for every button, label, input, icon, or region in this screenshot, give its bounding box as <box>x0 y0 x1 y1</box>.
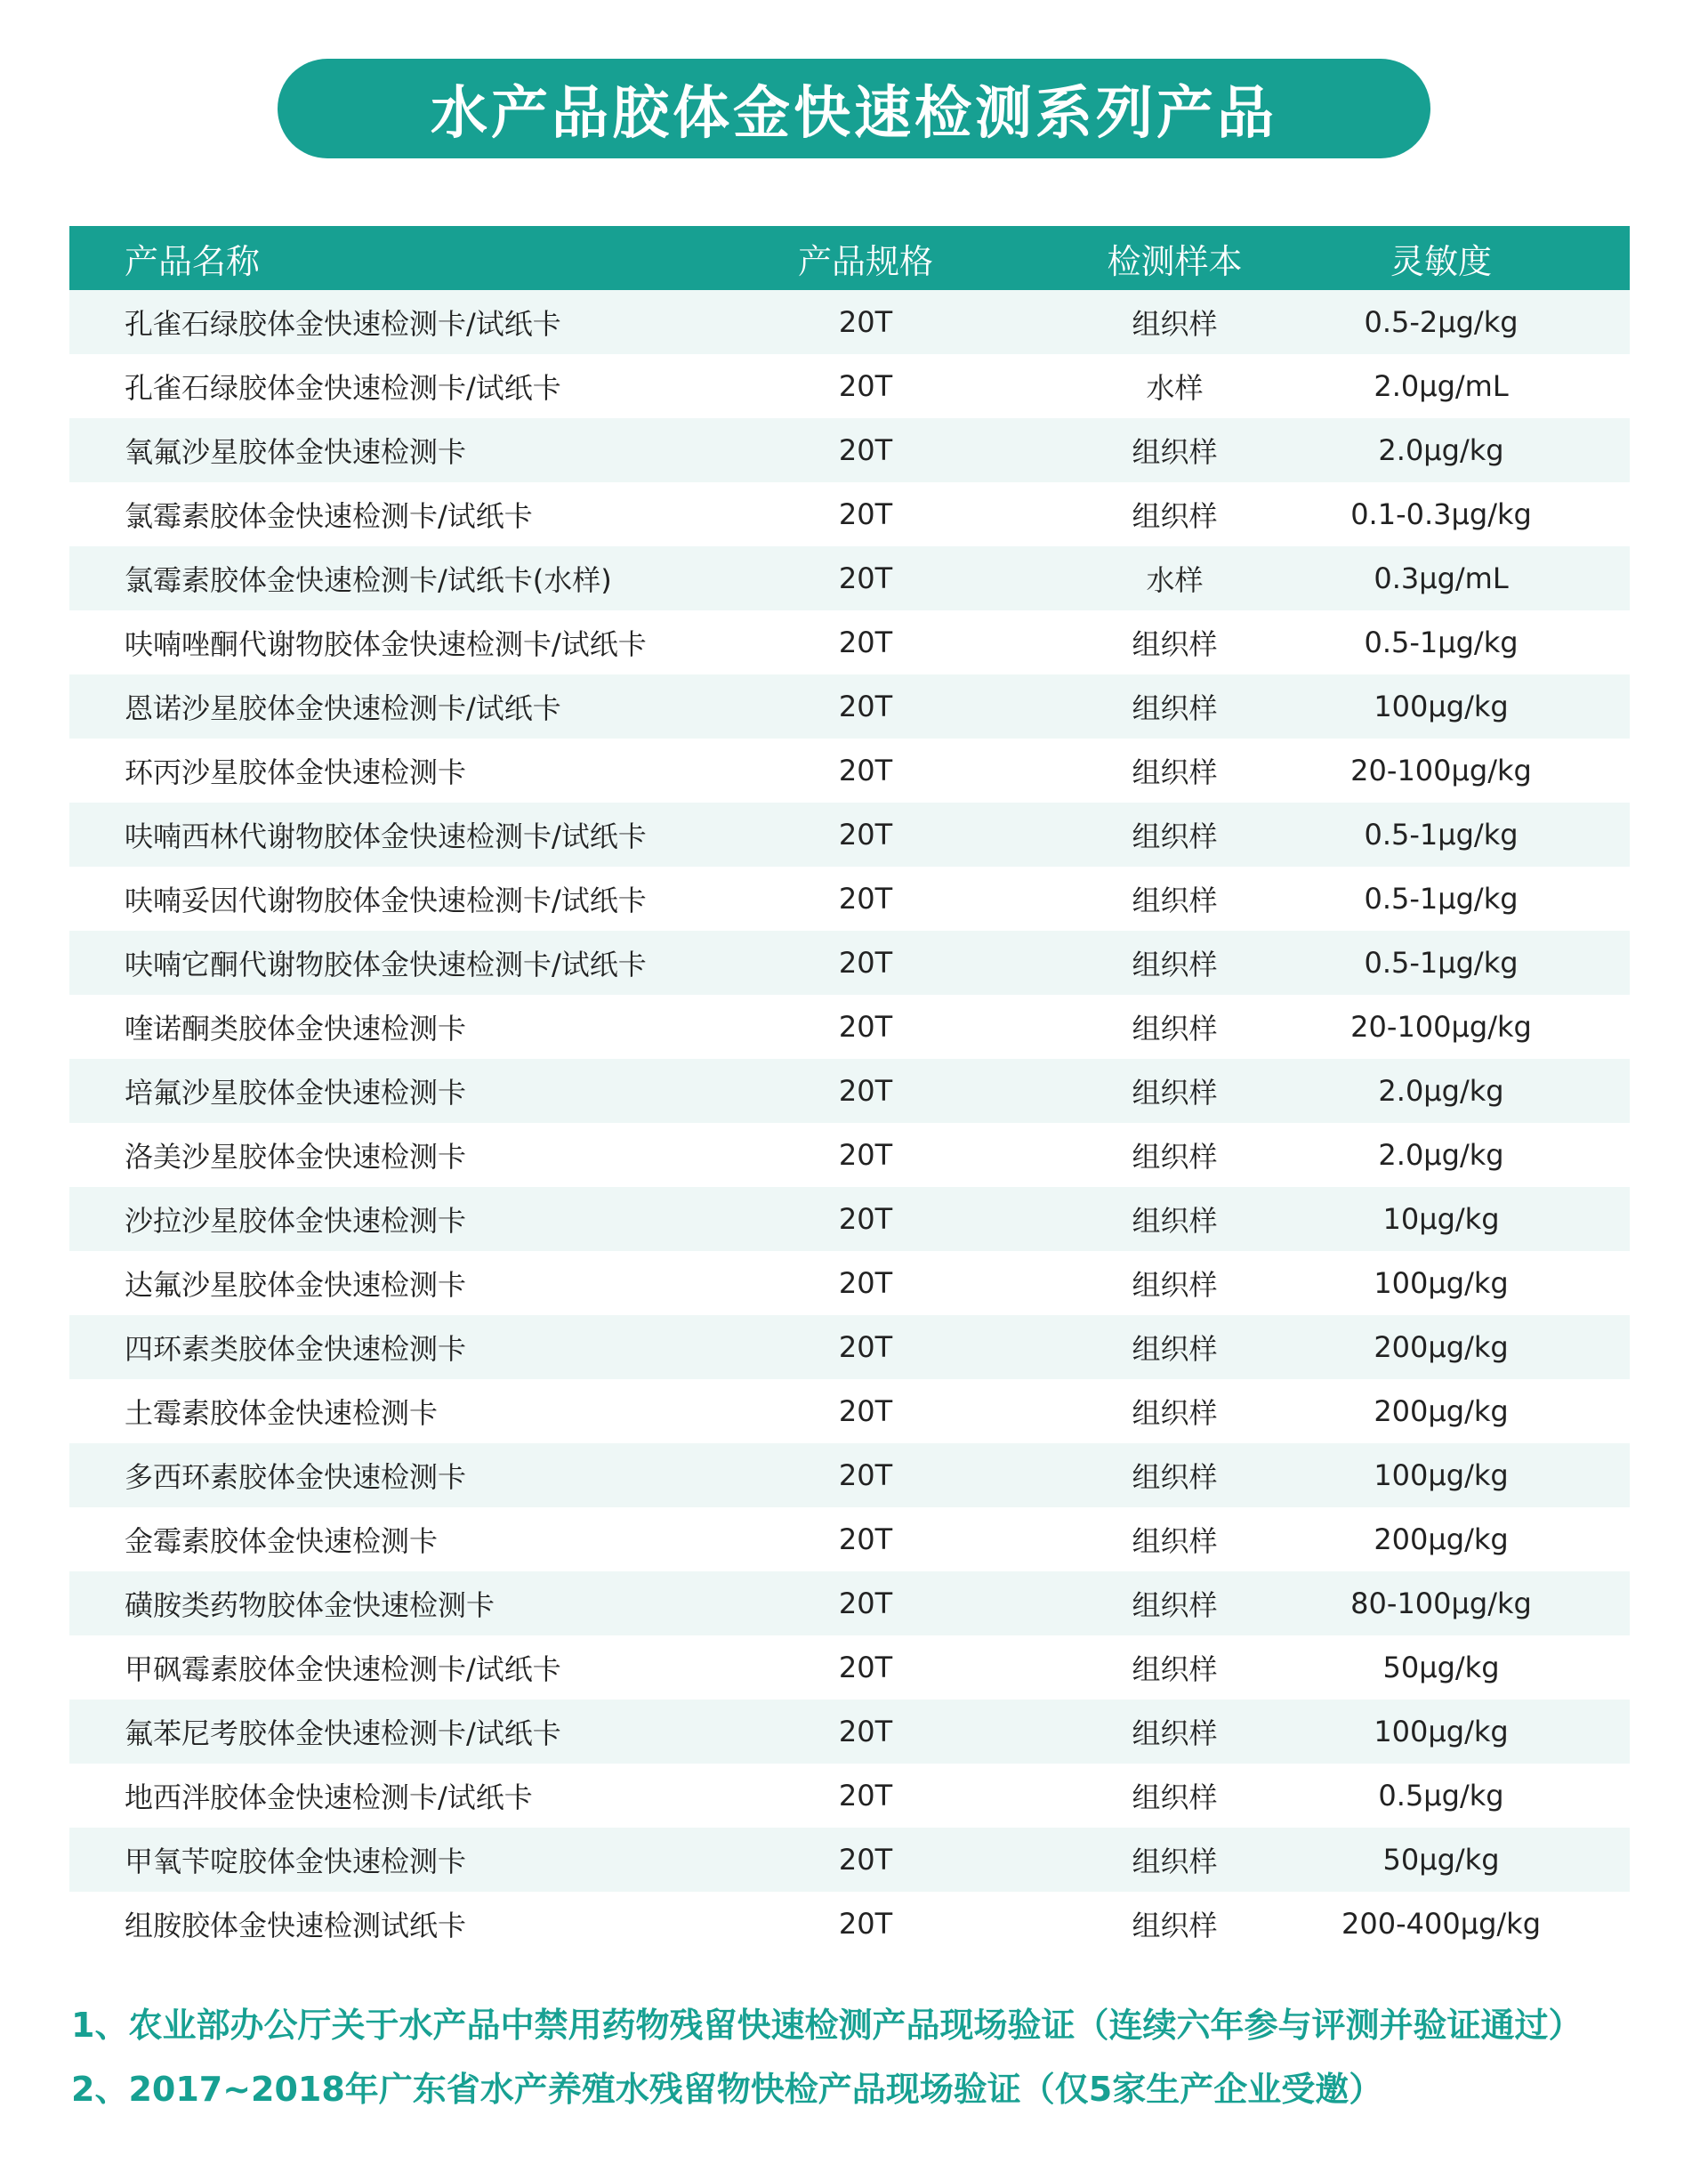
cell-product-name: 呋喃唑酮代谢物胶体金快速检测卡/试纸卡 <box>125 627 647 661</box>
table-row <box>69 803 1630 867</box>
table-row <box>69 1571 1630 1635</box>
cell-spec: 20T <box>838 754 893 787</box>
cell-sensitivity: 20-100μg/kg <box>1350 754 1532 787</box>
cell-spec: 20T <box>838 818 893 852</box>
table-row <box>69 1123 1630 1187</box>
cell-sensitivity: 2.0μg/kg <box>1378 1138 1504 1172</box>
cell-sensitivity: 2.0μg/mL <box>1374 369 1509 403</box>
cell-sensitivity: 0.5μg/kg <box>1378 1779 1504 1813</box>
cell-sample: 组织样 <box>1132 499 1218 533</box>
table-row <box>69 354 1630 418</box>
title-banner <box>278 59 1430 158</box>
cell-sample: 组织样 <box>1132 948 1218 981</box>
cell-sample: 组织样 <box>1132 1652 1218 1686</box>
header-sample: 检测样本 <box>1107 241 1243 281</box>
cell-product-name: 孔雀石绿胶体金快速检测卡/试纸卡 <box>125 307 561 341</box>
cell-sensitivity: 0.1-0.3μg/kg <box>1350 497 1532 531</box>
cell-product-name: 甲氧苄啶胶体金快速检测卡 <box>125 1845 467 1878</box>
cell-spec: 20T <box>838 946 893 980</box>
cell-sample: 组织样 <box>1132 1524 1218 1558</box>
cell-spec: 20T <box>838 1458 893 1492</box>
cell-spec: 20T <box>838 882 893 916</box>
cell-product-name: 洛美沙星胶体金快速检测卡 <box>125 1140 467 1174</box>
cell-sample: 组织样 <box>1132 435 1218 469</box>
table-row <box>69 995 1630 1059</box>
cell-sensitivity: 0.5-1μg/kg <box>1364 818 1519 852</box>
cell-sensitivity: 80-100μg/kg <box>1350 1587 1532 1620</box>
header-sensitivity: 灵敏度 <box>1390 241 1492 281</box>
table-row <box>69 610 1630 674</box>
cell-sensitivity: 2.0μg/kg <box>1378 1074 1504 1108</box>
cell-sample: 组织样 <box>1132 1268 1218 1302</box>
cell-sample: 组织样 <box>1132 1588 1218 1622</box>
cell-product-name: 呋喃妥因代谢物胶体金快速检测卡/试纸卡 <box>125 884 647 917</box>
cell-sensitivity: 200μg/kg <box>1374 1522 1509 1556</box>
cell-sample: 组织样 <box>1132 1012 1218 1046</box>
cell-sample: 组织样 <box>1132 1716 1218 1750</box>
table-header <box>69 226 1630 290</box>
cell-sensitivity: 200-400μg/kg <box>1341 1907 1541 1941</box>
table-row <box>69 290 1630 354</box>
cell-spec: 20T <box>838 1330 893 1364</box>
cell-sensitivity: 10μg/kg <box>1382 1202 1500 1236</box>
cell-sample: 组织样 <box>1132 884 1218 917</box>
cell-sample: 组织样 <box>1132 1909 1218 1942</box>
cell-sample: 组织样 <box>1132 1460 1218 1494</box>
cell-spec: 20T <box>838 1651 893 1684</box>
header-spec: 产品规格 <box>797 241 933 281</box>
table-row <box>69 1700 1630 1764</box>
cell-sample: 水样 <box>1146 563 1204 597</box>
cell-spec: 20T <box>838 433 893 467</box>
cell-spec: 20T <box>838 561 893 595</box>
cell-sensitivity: 200μg/kg <box>1374 1394 1509 1428</box>
cell-sensitivity: 0.3μg/mL <box>1374 561 1509 595</box>
cell-sample: 组织样 <box>1132 1332 1218 1366</box>
cell-product-name: 组胺胶体金快速检测试纸卡 <box>125 1909 467 1942</box>
cell-sample: 组织样 <box>1132 1204 1218 1238</box>
cell-sensitivity: 200μg/kg <box>1374 1330 1509 1364</box>
cell-sample: 水样 <box>1146 371 1204 405</box>
cell-product-name: 氧氟沙星胶体金快速检测卡 <box>125 435 467 469</box>
cell-sensitivity: 100μg/kg <box>1374 690 1509 723</box>
table-row <box>69 1379 1630 1443</box>
note-1: 1、农业部办公厅关于水产品中禁用药物残留快速检测产品现场验证（连续六年参与评测并验证通过） <box>71 2006 1583 2045</box>
cell-product-name: 四环素类胶体金快速检测卡 <box>125 1332 467 1366</box>
table-row <box>69 931 1630 995</box>
table-row <box>69 1187 1630 1251</box>
cell-sensitivity: 20-100μg/kg <box>1350 1010 1532 1044</box>
cell-spec: 20T <box>838 1843 893 1877</box>
cell-product-name: 土霉素胶体金快速检测卡 <box>125 1396 439 1430</box>
table-row <box>69 1764 1630 1828</box>
cell-spec: 20T <box>838 690 893 723</box>
table-row <box>69 1251 1630 1315</box>
table-row <box>69 482 1630 546</box>
cell-product-name: 孔雀石绿胶体金快速检测卡/试纸卡 <box>125 371 561 405</box>
cell-sample: 组织样 <box>1132 755 1218 789</box>
cell-spec: 20T <box>838 497 893 531</box>
cell-product-name: 磺胺类药物胶体金快速检测卡 <box>125 1588 495 1622</box>
cell-product-name: 地西泮胶体金快速检测卡/试纸卡 <box>125 1780 533 1814</box>
cell-spec: 20T <box>838 1587 893 1620</box>
cell-sensitivity: 0.5-2μg/kg <box>1364 305 1519 339</box>
cell-product-name: 培氟沙星胶体金快速检测卡 <box>125 1076 467 1110</box>
cell-spec: 20T <box>838 1010 893 1044</box>
cell-sensitivity: 100μg/kg <box>1374 1458 1509 1492</box>
cell-spec: 20T <box>838 1522 893 1556</box>
cell-product-name: 喹诺酮类胶体金快速检测卡 <box>125 1012 467 1046</box>
cell-product-name: 多西环素胶体金快速检测卡 <box>125 1460 467 1494</box>
cell-sensitivity: 100μg/kg <box>1374 1715 1509 1748</box>
note-2: 2、2017~2018年广东省水产养殖水残留物快检产品现场验证（仅5家生产企业受邀） <box>71 2070 1383 2109</box>
cell-sample: 组织样 <box>1132 1845 1218 1878</box>
cell-spec: 20T <box>838 1138 893 1172</box>
cell-sensitivity: 0.5-1μg/kg <box>1364 946 1519 980</box>
cell-sensitivity: 100μg/kg <box>1374 1266 1509 1300</box>
cell-spec: 20T <box>838 626 893 659</box>
cell-spec: 20T <box>838 1074 893 1108</box>
cell-spec: 20T <box>838 1715 893 1748</box>
cell-product-name: 呋喃它酮代谢物胶体金快速检测卡/试纸卡 <box>125 948 647 981</box>
cell-spec: 20T <box>838 305 893 339</box>
cell-spec: 20T <box>838 1202 893 1236</box>
cell-spec: 20T <box>838 1779 893 1813</box>
table-row <box>69 1059 1630 1123</box>
notes <box>71 1993 1655 2121</box>
cell-sensitivity: 0.5-1μg/kg <box>1364 626 1519 659</box>
table-row <box>69 1635 1630 1700</box>
table-row <box>69 1507 1630 1571</box>
cell-sensitivity: 2.0μg/kg <box>1378 433 1504 467</box>
cell-product-name: 达氟沙星胶体金快速检测卡 <box>125 1268 467 1302</box>
cell-sample: 组织样 <box>1132 307 1218 341</box>
cell-spec: 20T <box>838 369 893 403</box>
cell-product-name: 氟苯尼考胶体金快速检测卡/试纸卡 <box>125 1716 561 1750</box>
cell-product-name: 甲砜霉素胶体金快速检测卡/试纸卡 <box>125 1652 561 1686</box>
cell-spec: 20T <box>838 1266 893 1300</box>
cell-sample: 组织样 <box>1132 627 1218 661</box>
cell-sample: 组织样 <box>1132 1140 1218 1174</box>
table-row <box>69 867 1630 931</box>
table-row <box>69 1892 1630 1956</box>
table-row <box>69 418 1630 482</box>
cell-sample: 组织样 <box>1132 691 1218 725</box>
cell-product-name: 金霉素胶体金快速检测卡 <box>125 1524 439 1558</box>
cell-product-name: 呋喃西林代谢物胶体金快速检测卡/试纸卡 <box>125 820 647 853</box>
table-row <box>69 1828 1630 1892</box>
table-row <box>69 1443 1630 1507</box>
page-title: 水产品胶体金快速检测系列产品 <box>431 81 1277 147</box>
table-row <box>69 739 1630 803</box>
cell-sample: 组织样 <box>1132 820 1218 853</box>
cell-product-name: 氯霉素胶体金快速检测卡/试纸卡 <box>125 499 533 533</box>
cell-sensitivity: 0.5-1μg/kg <box>1364 882 1519 916</box>
header-product-name: 产品名称 <box>125 241 261 281</box>
cell-product-name: 沙拉沙星胶体金快速检测卡 <box>125 1204 467 1238</box>
cell-sensitivity: 50μg/kg <box>1382 1843 1500 1877</box>
cell-spec: 20T <box>838 1394 893 1428</box>
table-row <box>69 546 1630 610</box>
cell-sample: 组织样 <box>1132 1076 1218 1110</box>
cell-product-name: 环丙沙星胶体金快速检测卡 <box>125 755 467 789</box>
cell-sample: 组织样 <box>1132 1396 1218 1430</box>
cell-spec: 20T <box>838 1907 893 1941</box>
product-table <box>69 226 1630 1956</box>
cell-product-name: 恩诺沙星胶体金快速检测卡/试纸卡 <box>125 691 561 725</box>
table-body <box>69 290 1630 1956</box>
table-row <box>69 674 1630 739</box>
cell-product-name: 氯霉素胶体金快速检测卡/试纸卡(水样) <box>125 563 612 597</box>
cell-sample: 组织样 <box>1132 1780 1218 1814</box>
table-row <box>69 1315 1630 1379</box>
cell-sensitivity: 50μg/kg <box>1382 1651 1500 1684</box>
